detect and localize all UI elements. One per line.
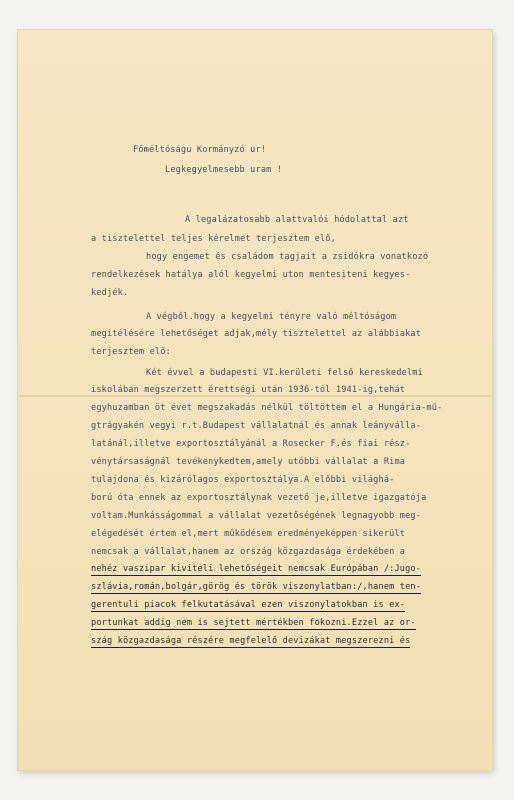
salutation-line-1: Főméltóságu Kormányzó ur!: [133, 145, 267, 155]
body-line: ború óta ennek az exportosztálynak vezető je,illetve igazgatója: [91, 493, 427, 503]
body-line: egyhuzamban öt évet megszakadás nélkül töltöttem el a Hungária-mű-: [91, 403, 443, 413]
body-line: megitélésére lehetőséget adjak,mély tisztelettel az alábbiakat: [91, 329, 422, 339]
underlined-line: portunkat addig nem is sejtett mértékben fokozni.Ezzel az or-: [91, 618, 416, 628]
body-line: latánál,illetve exportosztályánál a Rosecker F.és fiai rész-: [91, 439, 411, 449]
body-line: voltam.Munkásságommal a vállalat vezetőségének legnagyobb meg-: [91, 511, 422, 521]
body-line: kedjék.: [91, 288, 129, 298]
body-line: nemcsak a vállalat,hanem az ország közgazdasága érdekében a: [91, 547, 406, 557]
body-line: gtrágyakén vegyi r.t.Budapest vállalatnál és annak leányválla-: [91, 421, 422, 431]
body-line: elégedését értem el,mert működésem eredményeképpen sikerült: [91, 529, 406, 539]
body-line: vénytársaságnál tevékenykedtem,amely utóbbi vállalat a Rima: [91, 457, 406, 467]
body-line: Két évvel a budapesti VI.kerületi felső kereskedelmi: [146, 368, 423, 378]
body-line: hogy engemet és családom tagjait a zsidókra vonatkozó: [146, 252, 429, 262]
body-line: A legalázatosabb alattvalói hódolattal azt: [185, 215, 409, 225]
body-line: terjesztem elő:: [91, 347, 171, 357]
salutation-line-2: Legkegyelmesebb uram !: [165, 165, 283, 175]
paper-fold-crease: [18, 395, 492, 397]
underlined-line: nehéz vaszipar kiviteli lehetőségeit nemcsak Európában /:Jugo-: [91, 564, 422, 574]
typewritten-letter-page: [18, 30, 492, 770]
body-line: A végből.hogy a kegyelmi tényre való méltóságom: [146, 312, 397, 322]
underlined-line: szág közgazdasága részére megfelelő devizákat megszerezni és: [91, 636, 411, 646]
body-line: iskolában megszerzett érettségi után 1936-tól 1941-ig,tehát: [91, 385, 406, 395]
body-line: a tisztelettel teljes kérelmet terjesztem elő,: [91, 234, 336, 244]
body-line: rendelkezések hatálya alól kegyelmi uton mentesiteni kegyes-: [91, 270, 411, 280]
underlined-line: szlávia,román,bolgár,görög és török viszonylatban:/,hanem ten-: [91, 582, 422, 592]
body-line: tulajdona és kizárólagos exportosztálya.A előbbi világhá-: [91, 475, 395, 485]
underlined-line: gerentuli piacok felkutatásával ezen viszonylatokban is ex-: [91, 600, 406, 610]
